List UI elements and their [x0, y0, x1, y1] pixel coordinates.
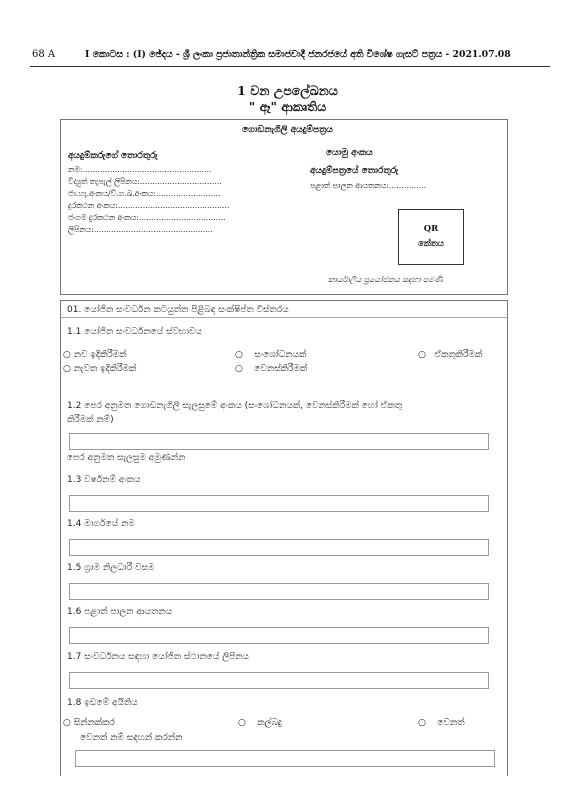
option-other[interactable]: ○ වෙනත්: [418, 718, 465, 728]
field-mobile: ජංගම දුරකථන අංකය:...................................: [68, 213, 226, 222]
option-amendment[interactable]: ○ සංශෝධනයක්: [235, 350, 307, 360]
q1-2-label: 1.2 පෙර අනුමත ගොඩනැගිලි සැලසුමේ අංකය (සංශෝධනයක්, වෙනස්කිරීමක් හෝ ඒකතු: [67, 401, 403, 411]
annex-subtitle: " ඈ" ආකෘතිය: [248, 99, 327, 114]
field-email: විද්‍යුත් තැපැල් ලිපිනය:.................................: [68, 177, 222, 186]
q1-4-label: 1.4 මාර්ගයේ නම: [67, 519, 135, 529]
field-address: ලිපිනය:................................................: [68, 225, 213, 234]
road-name-input[interactable]: [69, 539, 489, 556]
qr-label: QR: [423, 224, 439, 234]
option-alteration[interactable]: ○ වෙනස්කිරීමක්: [235, 364, 308, 374]
q1-7-label: 1.7 සංවර්ධනය සඳහා යෝජිත ස්ථානයේ ලිපිනය: [67, 652, 249, 662]
section-title: 01. යෝජිත සංවර්ධන කටයුත්ත පිළිබඳ සංක්ෂිප්ත විස්තරය: [67, 305, 289, 315]
site-address-input[interactable]: [69, 672, 489, 689]
qr-code-label: කේතය: [418, 239, 444, 249]
annex-title: 1 වන උපලේඛනය: [237, 83, 338, 98]
assessment-number-input[interactable]: [69, 495, 489, 512]
applicant-heading: අයදුම්කරුගේ තොරතුරු: [68, 151, 158, 161]
option-reconstruction[interactable]: ○ නැවත ඉදිකිරීමක්: [63, 364, 137, 374]
section-divider: [61, 317, 507, 318]
gazette-title: I කොටස : (I) ඡේදය - ශ්‍රී ලංකා ප්‍රජාතාන්ත්‍රික සමාජවාදී ජනරජයේ අති විශේෂ ගැසට් පත්‍රය - 2021.07.08: [85, 49, 511, 60]
q1-2-label-cont: කිරීමක් නම්): [67, 415, 114, 425]
field-nic: ජා.හැ.අංකය/ව්.ග.ඛ.අංකය:..........................: [68, 189, 221, 198]
attach-plan-note: පෙර අනුමත සැලසුම අමුණන්න: [67, 453, 186, 463]
option-new-construction[interactable]: ○ නව ඉදිකිරීමක්: [63, 350, 127, 360]
field-name: නම:....................................................: [68, 165, 212, 174]
office-use-note: කාර්යාලීය ප්‍රයෝජනය සඳහා පමණි: [328, 275, 443, 284]
q1-1-label: 1.1 යෝජිත සංවර්ධනයේ ස්වභාවය: [67, 327, 203, 337]
page-number: 68 A: [32, 49, 56, 60]
other-specify-note: වෙනත් නම් සඳහන් කරන්න: [80, 733, 183, 743]
gn-division-input[interactable]: [69, 583, 489, 600]
local-authority-input[interactable]: [69, 627, 489, 644]
q1-6-label: 1.6 පළාත් පාලන ආයතනය: [67, 607, 173, 617]
other-ownership-input[interactable]: [75, 750, 495, 767]
reference-label: යොමු අංකය: [326, 148, 373, 158]
previous-plan-number-input[interactable]: [69, 433, 489, 450]
option-freehold[interactable]: ○ සින්නක්කර: [63, 718, 115, 728]
qr-code-box: [398, 209, 464, 265]
q1-5-label: 1.5 ග්‍රාම නිලධාරී වසම: [67, 563, 155, 573]
option-leasehold[interactable]: ○ කල්බදු: [238, 718, 282, 728]
field-phone: දුරකථන අංකය:.............................................: [68, 201, 230, 210]
application-heading: අයදුම්පත්‍රයේ තොරතුරු: [310, 166, 399, 176]
option-addition[interactable]: ○ ඒකතුකිරීමක්: [418, 350, 483, 360]
header-divider: [30, 66, 550, 67]
q1-3-label: 1.3 වර්ෂනම් අංකය: [67, 475, 141, 485]
form-title: ගොඩනැගිලි අයදුම්පත්‍රය: [242, 125, 333, 135]
local-authority-field: පළාත් පාලන ආයතනය:...............: [310, 181, 427, 190]
q1-8-label: 1.8 ඉඩමේ අයිතිය: [67, 698, 138, 708]
